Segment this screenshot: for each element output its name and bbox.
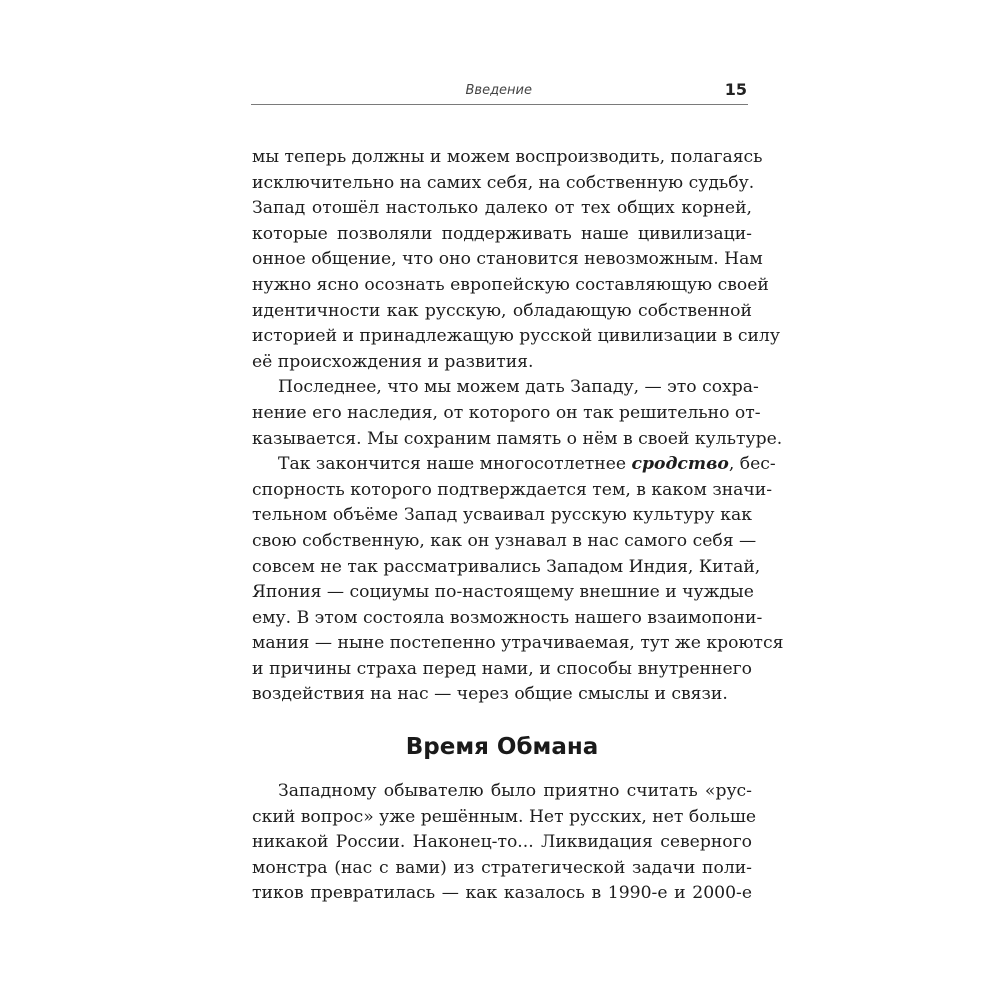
section-text-block xyxy=(252,779,756,907)
text-line: казывается. Мы сохраним память о нём в своей культуре. xyxy=(252,428,783,449)
text-line: тельном объёме Запад усваивал русскую культуру как xyxy=(252,505,752,526)
text-line: онное общение, что оно становится невозможным. Нам xyxy=(252,249,763,270)
text-line: Западному обывателю было приятно считать «рус- xyxy=(278,781,752,801)
running-title: Введение xyxy=(465,83,532,98)
text-line: идентичности как русскую, обладающую собственной xyxy=(252,300,752,321)
text-line: исключительно на самих себя, на собственную судьбу. xyxy=(252,172,755,193)
emphasized-term: сродство xyxy=(631,454,729,475)
text-run: , бес- xyxy=(728,454,776,475)
text-run: Так закончится наше многосотлетнее xyxy=(278,454,632,475)
text-line: её происхождения и развития. xyxy=(252,351,534,372)
text-line: свою собственную, как он узнавал в нас самого себя — xyxy=(252,530,757,551)
section-heading: Время Обмана xyxy=(405,734,599,760)
main-text-block xyxy=(252,145,784,708)
page-number: 15 xyxy=(724,80,747,99)
text-line: ему. В этом состояла возможность нашего взаимопони- xyxy=(252,607,763,628)
text-line: которые позволяли поддерживать наше цивилизаци- xyxy=(252,223,752,244)
text-line: историей и принадлежащую русской цивилизации в силу xyxy=(252,326,780,347)
text-line: воздействия на нас — через общие смыслы и связи. xyxy=(252,684,728,705)
text-line: Япония — социумы по-настоящему внешние и чуждые xyxy=(252,582,754,603)
text-line-with-emphasis xyxy=(252,452,776,478)
text-line: монстра (нас с вами) из стратегической задачи поли- xyxy=(252,857,752,878)
text-line: никакой России. Наконец-то... Ликвидация северного xyxy=(252,832,752,853)
text-line: мы теперь должны и можем воспроизводить, полагаясь xyxy=(252,147,763,167)
text-line: мания — ныне постепенно утрачиваемая, тут же кроются xyxy=(252,633,784,654)
running-header xyxy=(251,80,748,105)
text-line: Последнее, что мы можем дать Западу, — это сохра- xyxy=(278,377,759,398)
text-line: тиков превратилась — как казалось в 1990-е и 2000-е xyxy=(252,883,752,904)
text-line: совсем не так рассматривались Западом Индия, Китай, xyxy=(252,556,761,577)
text-line: нение его наследия, от которого он так решительно от- xyxy=(252,402,761,423)
text-line: спорность которого подтверждается тем, в каком значи- xyxy=(252,479,773,500)
text-line: нужно ясно осознать европейскую составляющую своей xyxy=(252,274,769,295)
text-line: и причины страха перед нами, и способы внутреннего xyxy=(252,658,752,679)
text-line: ский вопрос» уже решённым. Нет русских, нет больше xyxy=(252,806,756,827)
text-line: Запад отошёл настолько далеко от тех общих корней, xyxy=(252,198,752,219)
